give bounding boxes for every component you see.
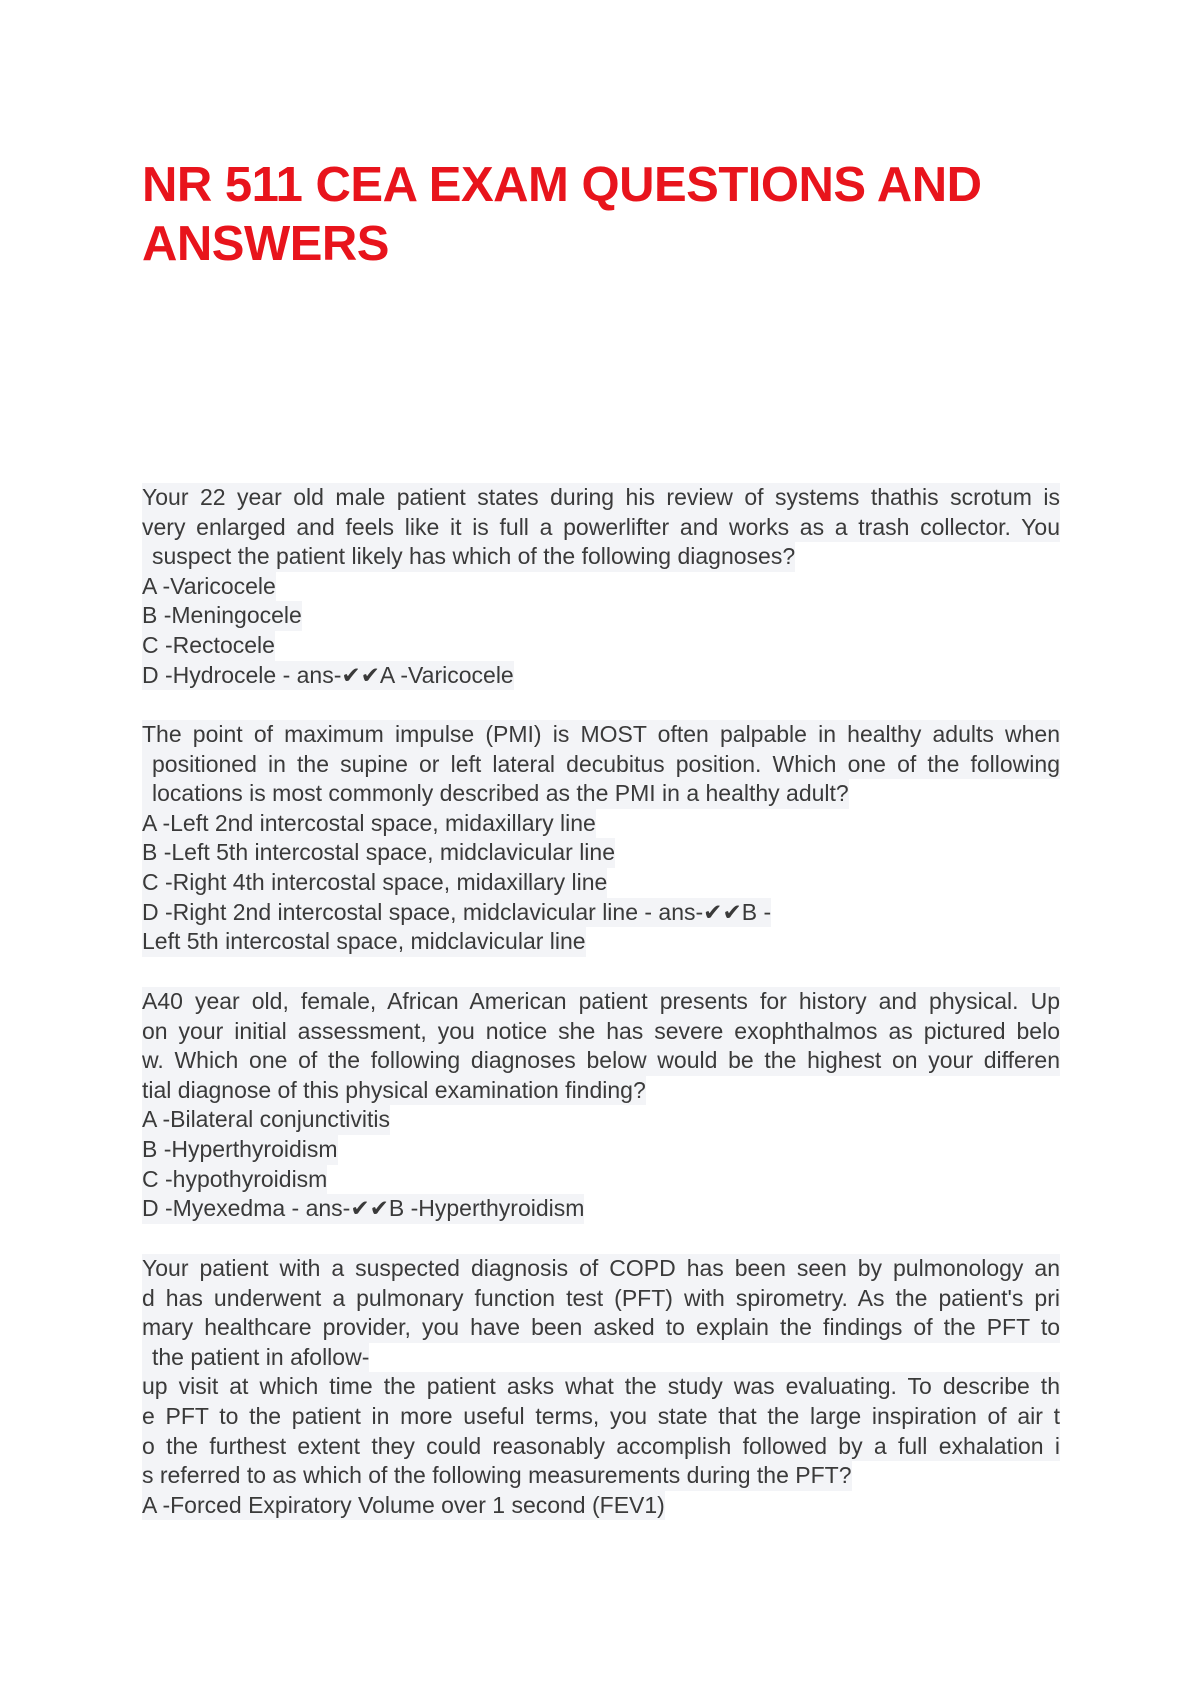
question-text-line: w. Which one of the following diagnoses below would be the highest on your differen [142, 1046, 1060, 1076]
answer-option-a: A -Left 2nd intercostal space, midaxillary line [142, 809, 596, 839]
document-title [142, 156, 1072, 274]
answer-option-d-with-answer: D -Right 2nd intercostal space, midclavicular line - ans-✔✔B - [142, 898, 771, 928]
answer-option-a: A -Forced Expiratory Volume over 1 second (FEV1) [142, 1491, 665, 1521]
answer-option-b: B -Left 5th intercostal space, midclavicular line [142, 838, 615, 868]
question-text-line: up visit at which time the patient asks what the study was evaluating. To describe th [142, 1372, 1060, 1402]
question-text-line: positioned in the supine or left lateral decubitus position. Which one of the following [142, 750, 1060, 780]
question-text-line: Your patient with a suspected diagnosis of COPD has been seen by pulmonology an [142, 1254, 1060, 1284]
answer-option-c: C -Rectocele [142, 631, 275, 661]
question-text-line: locations is most commonly described as the PMI in a healthy adult? [142, 779, 849, 809]
answer-option-d-with-answer: D -Hydrocele - ans-✔✔A -Varicocele [142, 661, 514, 691]
question-text-line: on your initial assessment, you notice she has severe exophthalmos as pictured belo [142, 1017, 1060, 1047]
question-text-line: d has underwent a pulmonary function test (PFT) with spirometry. As the patient's pri [142, 1284, 1060, 1314]
question-text-line: o the furthest extent they could reasonably accomplish followed by a full exhalation i [142, 1432, 1060, 1462]
answer-option-d-with-answer: D -Myexedma - ans-✔✔B -Hyperthyroidism [142, 1194, 584, 1224]
answer-option-a: A -Varicocele [142, 572, 276, 602]
title-line-1: NR 511 CEA EXAM QUESTIONS AND [142, 158, 982, 212]
answer-option-a: A -Bilateral conjunctivitis [142, 1105, 390, 1135]
answer-option-b: B -Hyperthyroidism [142, 1135, 338, 1165]
question-text-line: The point of maximum impulse (PMI) is MOST often palpable in healthy adults when [142, 720, 1060, 750]
question-3 [142, 987, 1060, 1224]
question-1 [142, 483, 1060, 690]
answer-continuation: Left 5th intercostal space, midclavicular line [142, 927, 586, 957]
answer-option-c: C -Right 4th intercostal space, midaxillary line [142, 868, 607, 898]
question-text-line: e PFT to the patient in more useful terms, you state that the large inspiration of air t [142, 1402, 1060, 1432]
question-2 [142, 720, 1060, 957]
question-text-line: suspect the patient likely has which of the following diagnoses? [142, 542, 795, 572]
question-text-line: the patient in afollow- [142, 1343, 369, 1373]
question-text-line: Your 22 year old male patient states during his review of systems thathis scrotum is [142, 483, 1060, 513]
question-4 [142, 1254, 1060, 1520]
answer-option-b: B -Meningocele [142, 601, 302, 631]
question-text-line: mary healthcare provider, you have been asked to explain the findings of the PFT to [142, 1313, 1060, 1343]
question-text-line: tial diagnose of this physical examination finding? [142, 1076, 646, 1106]
answer-option-c: C -hypothyroidism [142, 1165, 327, 1195]
question-text-line: very enlarged and feels like it is full a powerlifter and works as a trash collector. You [142, 513, 1060, 543]
title-line-2: ANSWERS [142, 217, 389, 271]
question-text-line: s referred to as which of the following measurements during the PFT? [142, 1461, 852, 1491]
question-text-line: A40 year old, female, African American patient presents for history and physical. Up [142, 987, 1060, 1017]
